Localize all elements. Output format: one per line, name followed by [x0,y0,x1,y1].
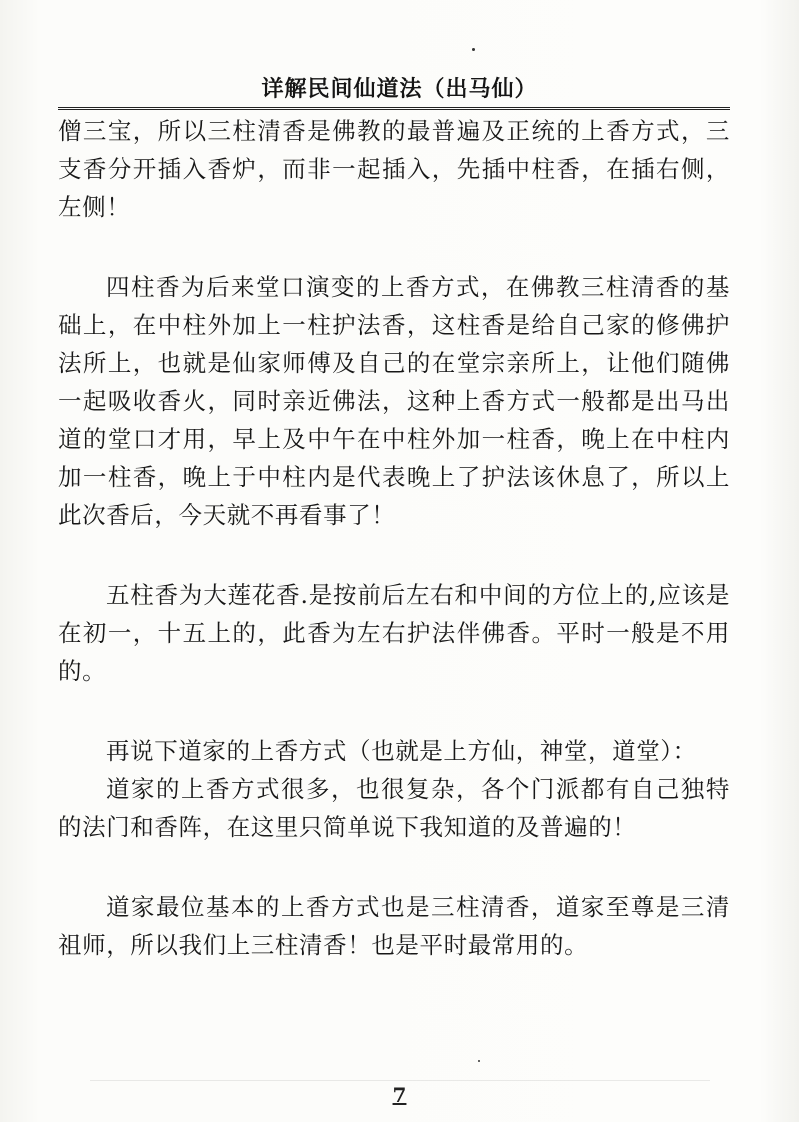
paragraph-1: 僧三宝，所以三柱清香是佛教的最普遍及正统的上香方式，三支香分开插入香炉，而非一起插入，先插中柱香，在插右侧，左侧！ [58,117,730,221]
footer-divider [90,1080,710,1081]
scan-speck [472,48,475,51]
paragraph-5: 道家的上香方式很多，也很复杂，各个门派都有自己独特的法门和香阵，在这里只简单说下我知道的及普遍的！ [58,775,730,841]
header-divider [58,107,730,110]
paragraph-4: 再说下道家的上香方式（也就是上方仙，神堂，道堂）： [106,737,697,765]
paragraph-2: 四柱香为后来堂口演变的上香方式，在佛教三柱清香的基础上，在中柱外加上一柱护法香，这柱香是给自己家的修佛护法所上，也就是仙家师傅及自己的在堂宗亲所上，让他们随佛一起吸收香火，同时亲近佛法，这种上香方式一般都是出马出道的堂口才用，早上及中午在中柱外加一柱香，晚上在中柱内加一柱香，晚上于中柱内是代表晚上了护法该休息了，所以上此次香后，今天就不再看事了！ [58,273,730,529]
paragraph-gap [58,226,730,268]
page-number: 7 [392,1083,407,1107]
paragraph-3: 五柱香为大莲花香.是按前后左右和中间的方位上的,应该是在初一，十五上的，此香为左右护法伴佛香。平时一般是不用的。 [58,581,730,685]
running-header-title: 详解民间仙道法（出马仙） [261,77,538,102]
scan-speck [478,1060,480,1062]
paragraph-6: 道家最位基本的上香方式也是三柱清香，道家至尊是三清祖师，所以我们上三柱清香！也是平时最常用的。 [58,893,730,959]
paragraph-gap [58,690,730,732]
body-text [58,112,730,964]
paragraph-gap [58,534,730,576]
paragraph-gap [58,846,730,888]
